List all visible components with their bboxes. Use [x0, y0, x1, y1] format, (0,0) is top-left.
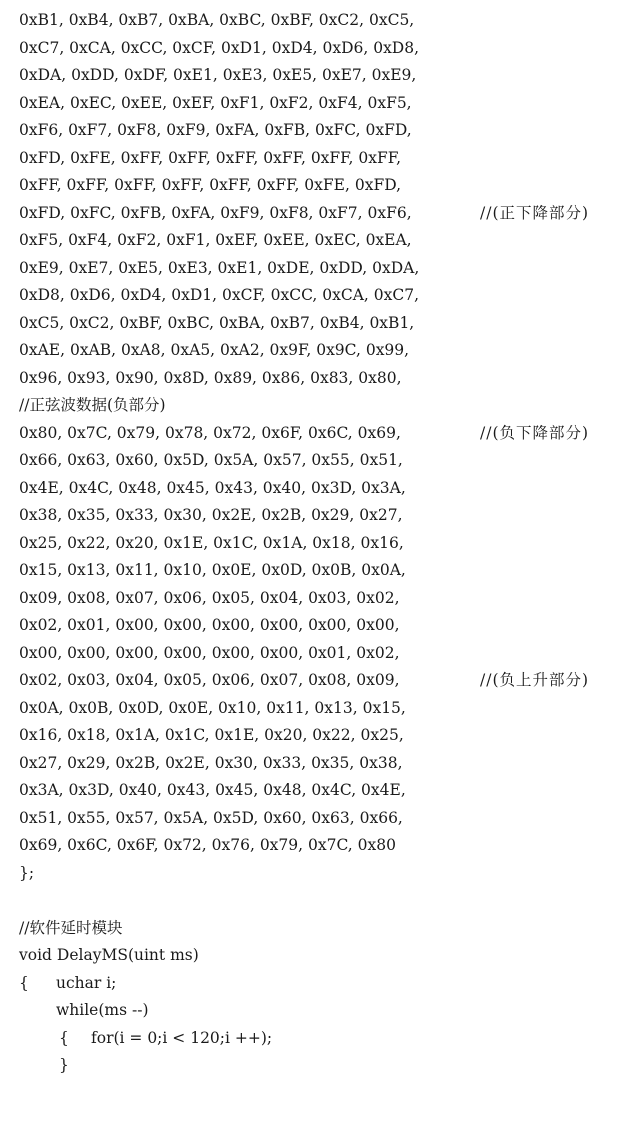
code-text: 0x02, 0x01, 0x00, 0x00, 0x00, 0x00, 0x00, 0x00, [19, 616, 400, 634]
code-text: 0x66, 0x63, 0x60, 0x5D, 0x5A, 0x57, 0x55, 0x51, [19, 451, 403, 469]
code-line [19, 227, 619, 255]
code-line [19, 447, 619, 475]
for-line [19, 1025, 619, 1053]
code-text: 0x51, 0x55, 0x57, 0x5A, 0x5D, 0x60, 0x63, 0x66, [19, 808, 403, 827]
code-line [19, 337, 619, 365]
code-line [19, 640, 619, 668]
code-text: 0xE9, 0xE7, 0xE5, 0xE3, 0xE1, 0xDE, 0xDD, 0xDA, [19, 258, 420, 277]
code-line [19, 282, 619, 310]
inner-close-line [19, 1052, 619, 1080]
code-text: }; [19, 863, 35, 882]
code-text: 0xB1, 0xB4, 0xB7, 0xBA, 0xBC, 0xBF, 0xC2, 0xC5, [19, 11, 415, 29]
blank-line [19, 887, 619, 915]
code-text: 0xF6, 0xF7, 0xF8, 0xF9, 0xFA, 0xFB, 0xFC, 0xFD, [19, 121, 412, 139]
code-text: 0x3A, 0x3D, 0x40, 0x43, 0x45, 0x48, 0x4C, 0x4E, [19, 781, 406, 799]
code-line [19, 7, 619, 35]
code-line [19, 832, 619, 860]
line-comment: //(负上升部分) [480, 671, 590, 689]
code-line [19, 35, 619, 63]
function-signature-line [19, 942, 619, 970]
code-text: 0xAE, 0xAB, 0xA8, 0xA5, 0xA2, 0x9F, 0x9C, 0x99, [19, 341, 410, 359]
while-line [19, 997, 619, 1025]
code-text: 0x27, 0x29, 0x2B, 0x2E, 0x30, 0x33, 0x35, 0x38, [19, 753, 403, 772]
code-text: 0xFD, 0xFC, 0xFB, 0xFA, 0xF9, 0xF8, 0xF7, 0xF6, [19, 203, 412, 222]
code-text: 0x0A, 0x0B, 0x0D, 0x0E, 0x10, 0x11, 0x13, 0x15, [19, 698, 406, 717]
code-line [19, 117, 619, 145]
code-text: 0xFF, 0xFF, 0xFF, 0xFF, 0xFF, 0xFF, 0xFE, 0xFD, [19, 176, 401, 194]
code-line [19, 62, 619, 90]
code-text: 0x09, 0x08, 0x07, 0x06, 0x05, 0x04, 0x03, 0x02, [19, 588, 400, 607]
delay-comment-line [19, 915, 619, 943]
variable-declaration: uchar i; [56, 973, 117, 992]
code-line [19, 200, 619, 228]
code-line [19, 255, 619, 283]
code-line [19, 805, 619, 833]
code-text: 0x02, 0x03, 0x04, 0x05, 0x06, 0x07, 0x08, 0x09, [19, 671, 400, 689]
for-statement: for(i = 0;i < 120;i ++); [91, 1028, 273, 1047]
code-line [19, 667, 619, 695]
open-brace: { [19, 973, 29, 992]
line-comment: //(负下降部分) [480, 423, 590, 442]
code-line [19, 145, 619, 173]
code-line [19, 750, 619, 778]
while-statement: while(ms --) [56, 1001, 149, 1019]
code-line [19, 530, 619, 558]
code-line [19, 392, 619, 420]
code-line [19, 475, 619, 503]
code-line [19, 585, 619, 613]
inner-close-brace: } [59, 1056, 69, 1074]
code-line [19, 777, 619, 805]
code-line [19, 557, 619, 585]
code-listing [19, 7, 619, 1080]
code-line [19, 502, 619, 530]
code-line [19, 612, 619, 640]
code-text: 0xF5, 0xF4, 0xF2, 0xF1, 0xEF, 0xEE, 0xEC, 0xEA, [19, 231, 412, 249]
code-text: 0x96, 0x93, 0x90, 0x8D, 0x89, 0x86, 0x83, 0x80, [19, 368, 402, 387]
code-line [19, 90, 619, 118]
code-text: 0xC5, 0xC2, 0xBF, 0xBC, 0xBA, 0xB7, 0xB4, 0xB1, [19, 313, 415, 332]
delay-comment: //软件延时模块 [19, 918, 123, 937]
code-text: 0x15, 0x13, 0x11, 0x10, 0x0E, 0x0D, 0x0B, 0x0A, [19, 561, 406, 579]
sine-table-lines [19, 7, 619, 887]
code-text: 0x4E, 0x4C, 0x48, 0x45, 0x43, 0x40, 0x3D, 0x3A, [19, 478, 406, 497]
code-line [19, 420, 619, 448]
code-text: //正弦波数据(负部分) [19, 396, 166, 414]
inner-open-brace: { [59, 1028, 69, 1047]
code-text: 0x69, 0x6C, 0x6F, 0x72, 0x76, 0x79, 0x7C, 0x80 [19, 836, 396, 854]
code-text: 0x16, 0x18, 0x1A, 0x1C, 0x1E, 0x20, 0x22, 0x25, [19, 726, 404, 744]
code-line [19, 722, 619, 750]
code-text: 0x25, 0x22, 0x20, 0x1E, 0x1C, 0x1A, 0x18, 0x16, [19, 533, 404, 552]
code-line [19, 310, 619, 338]
code-text: 0xC7, 0xCA, 0xCC, 0xCF, 0xD1, 0xD4, 0xD6, 0xD8, [19, 38, 420, 57]
line-comment: //(正下降部分) [480, 203, 590, 222]
code-text: 0x00, 0x00, 0x00, 0x00, 0x00, 0x00, 0x01, 0x02, [19, 643, 400, 662]
declaration-line [19, 970, 619, 998]
code-text: 0xDA, 0xDD, 0xDF, 0xE1, 0xE3, 0xE5, 0xE7, 0xE9, [19, 66, 417, 84]
code-line [19, 695, 619, 723]
code-text: 0x80, 0x7C, 0x79, 0x78, 0x72, 0x6F, 0x6C, 0x69, [19, 423, 401, 442]
code-text: 0xEA, 0xEC, 0xEE, 0xEF, 0xF1, 0xF2, 0xF4, 0xF5, [19, 93, 412, 112]
function-signature: void DelayMS(uint ms) [19, 946, 199, 964]
code-text: 0xD8, 0xD6, 0xD4, 0xD1, 0xCF, 0xCC, 0xCA, 0xC7, [19, 286, 420, 304]
code-text: 0x38, 0x35, 0x33, 0x30, 0x2E, 0x2B, 0x29, 0x27, [19, 506, 403, 524]
code-text: 0xFD, 0xFE, 0xFF, 0xFF, 0xFF, 0xFF, 0xFF, 0xFF, [19, 148, 401, 167]
code-line [19, 172, 619, 200]
code-line [19, 365, 619, 393]
code-line [19, 860, 619, 888]
